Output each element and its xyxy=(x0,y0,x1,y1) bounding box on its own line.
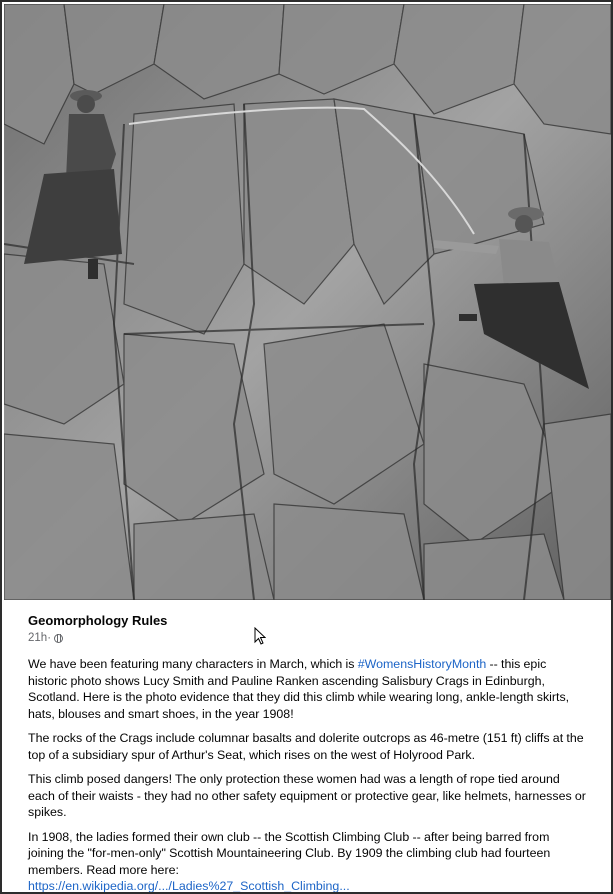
wikipedia-link[interactable]: https://en.wikipedia.org/.../Ladies%27_Scottish_Climbing... xyxy=(28,879,350,893)
paragraph-4-text: In 1908, the ladies formed their own club -- the Scottish Climbing Club -- after being barred from joining the "for-men-only" Scottish Mountaineering Club. By 1909 the climbing club had fourteen members. Read more here: xyxy=(28,829,551,877)
post-paragraph-1 xyxy=(28,656,587,722)
mouse-pointer-icon xyxy=(254,627,266,645)
meta-separator: · xyxy=(47,632,52,644)
post-meta xyxy=(28,631,587,646)
post-photo[interactable] xyxy=(4,4,611,600)
hashtag-link[interactable]: #WomensHistoryMonth xyxy=(357,657,487,671)
post-timestamp[interactable]: 21h xyxy=(28,632,48,644)
post-paragraph-3: This climb posed dangers! The only protection these women had was a length of rope tied around each of their waists - they had no other safety equipment or protective gear, like helmets, harnesses or spikes. xyxy=(28,772,586,819)
climbing-photo-illustration xyxy=(4,4,611,600)
post-paragraph-2: The rocks of the Crags include columnar basalts and dolerite outcrops as 46-metre (151 ft) cliffs at the top of a subsidiary spur of Arthur's Seat, which rises on the west of Holyrood Park. xyxy=(28,731,584,762)
paragraph-1-text-a: We have been featuring many characters in March, which is xyxy=(28,657,358,671)
globe-icon xyxy=(54,634,63,643)
page-name-link[interactable]: Geomorphology Rules xyxy=(28,613,168,628)
paragraph-1-text-b: -- this epic historic photo shows Lucy Smith and Pauline Ranken ascending Salisbury Crags in Edinburgh, Scotland. Here is the photo evidence that they did this climb while wearing long, ankle-length skirts, hats, blouses and smart shoes, in the year 1908! xyxy=(28,657,570,721)
post-paragraph-4 xyxy=(28,829,587,894)
post-body xyxy=(4,600,611,894)
